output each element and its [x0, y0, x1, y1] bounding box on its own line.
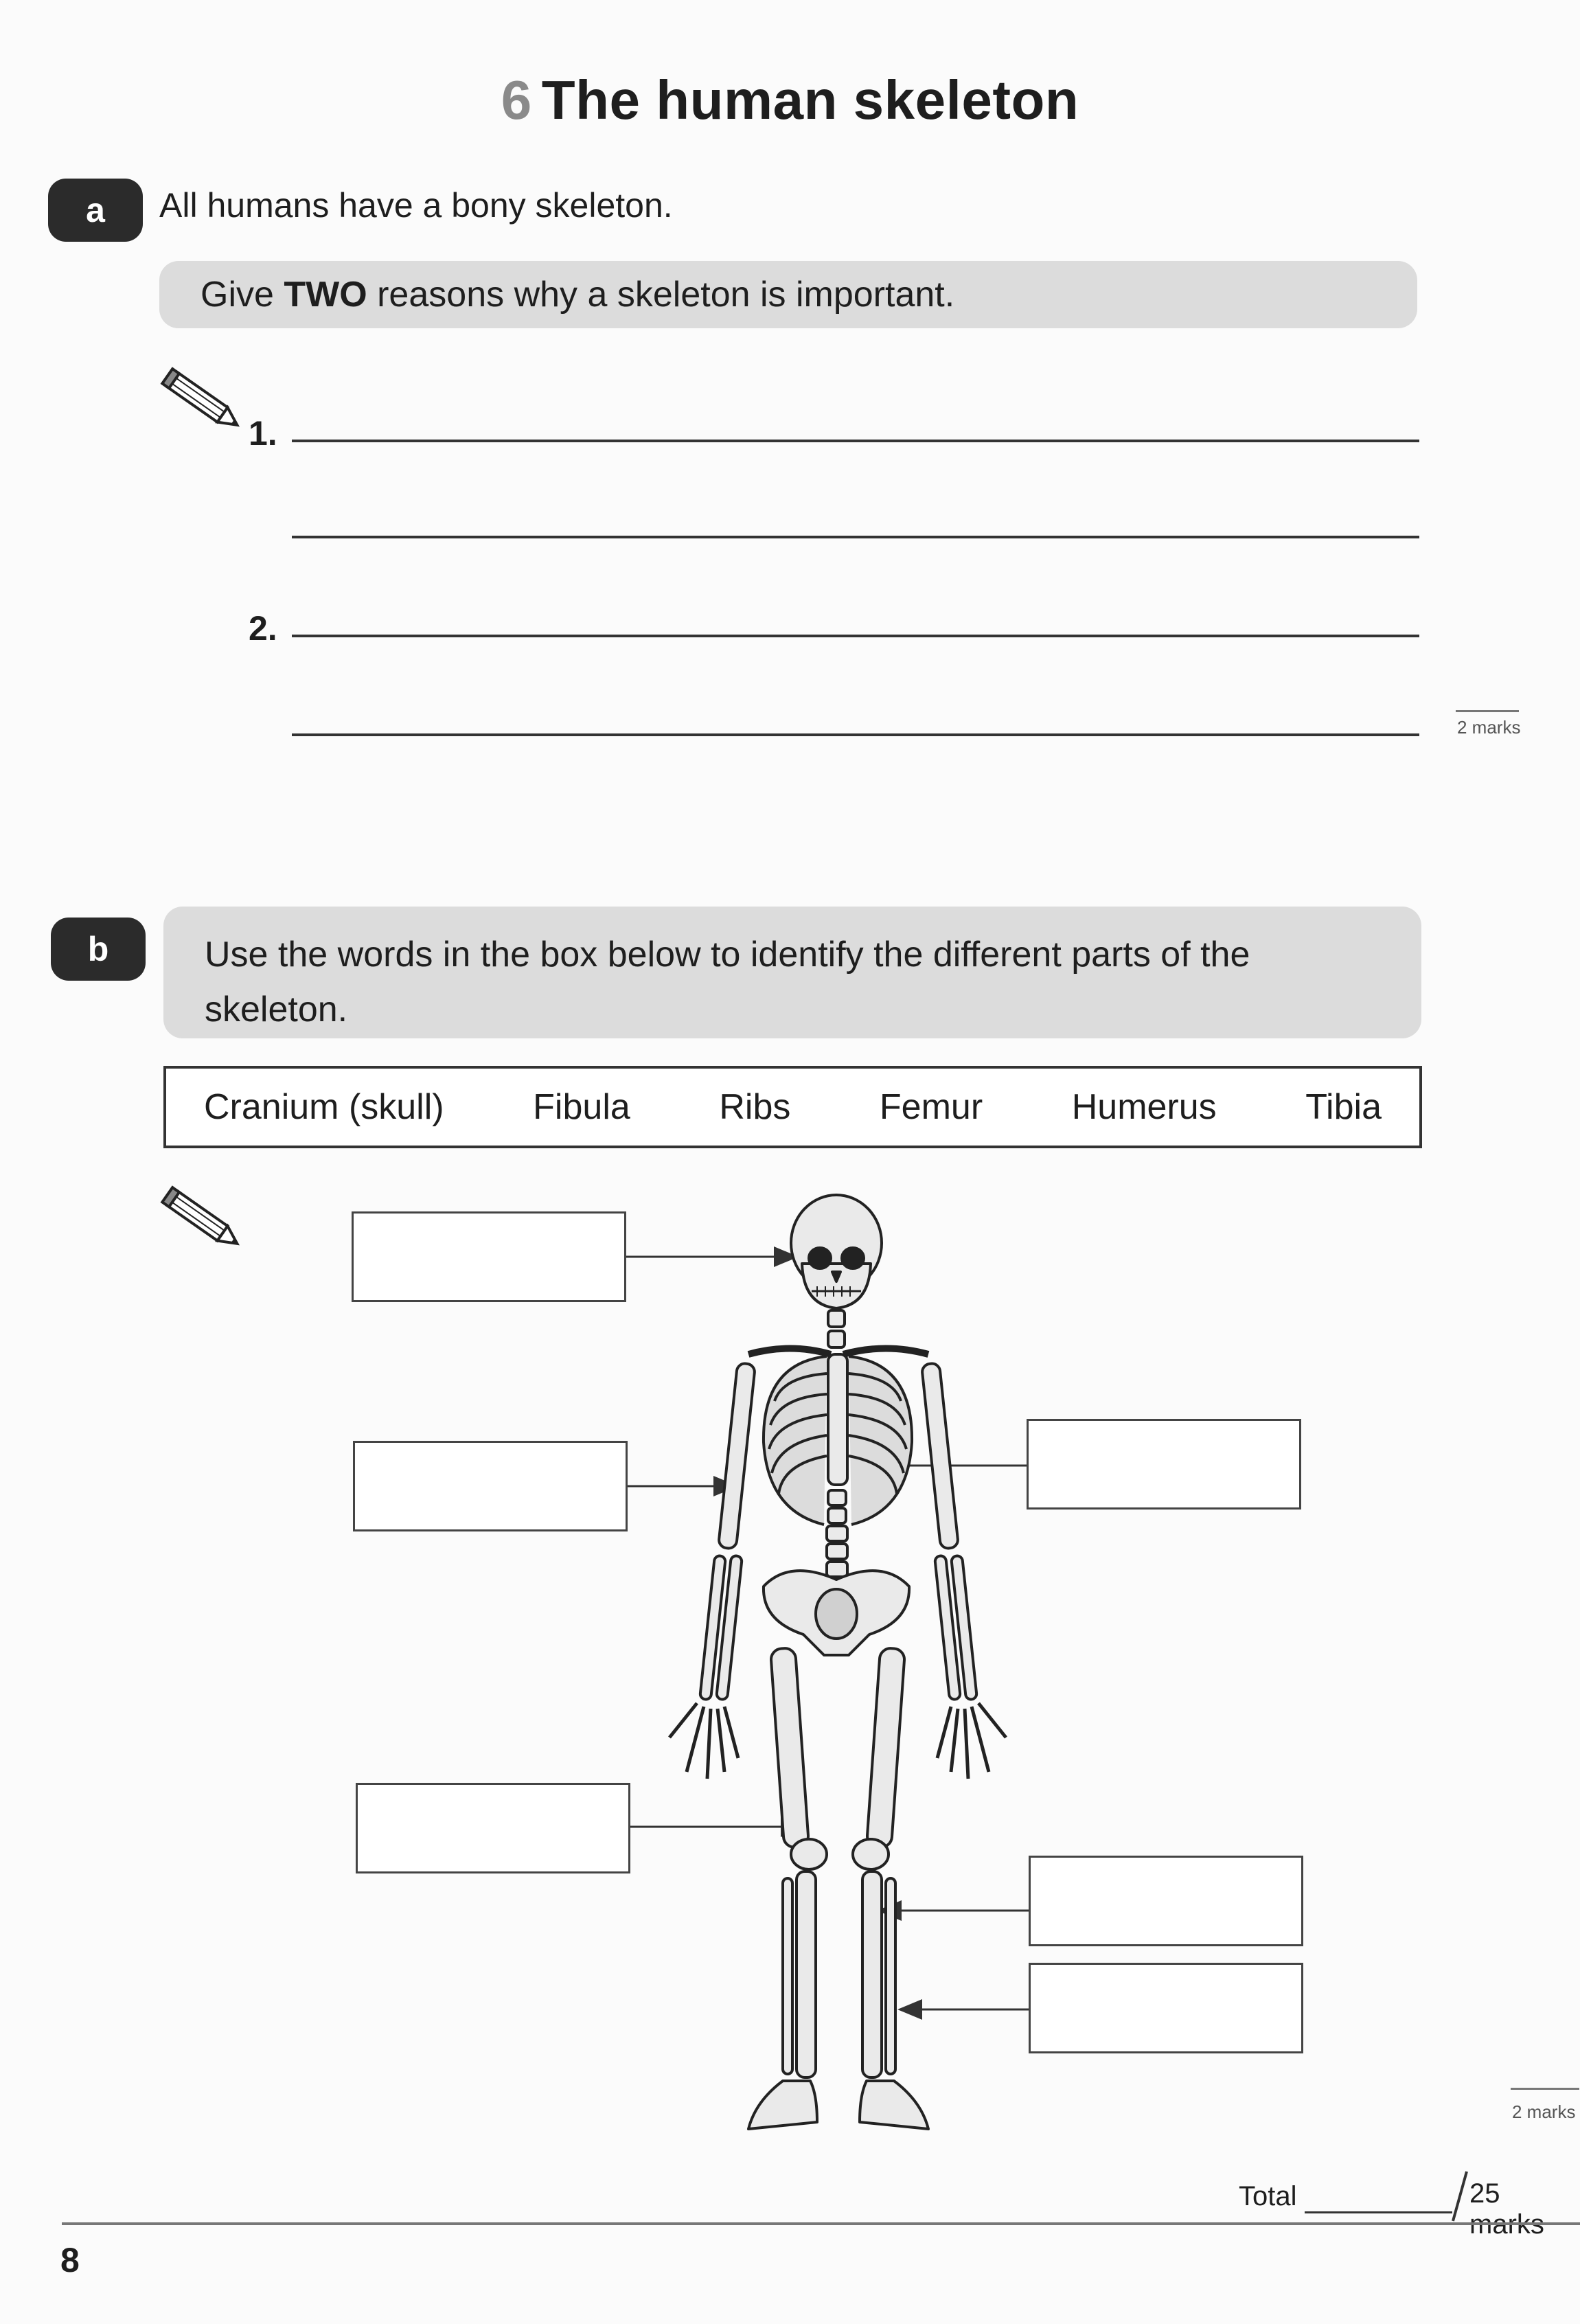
instruction-text-end: reasons why a skeleton is important. — [367, 275, 955, 315]
right-tibia — [862, 1871, 882, 2077]
word-cranium: Cranium (skull) — [204, 1087, 444, 1127]
word-humerus: Humerus — [1071, 1087, 1217, 1127]
total-marks: 25 marks — [1469, 2178, 1544, 2240]
left-clavicle — [748, 1349, 831, 1355]
chapter-number: 6 — [501, 69, 532, 130]
answer-line[interactable] — [292, 440, 1419, 442]
left-femur — [770, 1648, 809, 1848]
instruction-line: skeleton. — [205, 990, 348, 1029]
right-humerus — [921, 1363, 959, 1549]
page-title — [0, 69, 1580, 132]
instruction-text: Give — [201, 275, 284, 315]
chapter-title: The human skeleton — [541, 69, 1079, 130]
word-femur: Femur — [879, 1087, 983, 1127]
section-b-instruction — [163, 907, 1421, 1038]
section-a-instruction — [159, 261, 1417, 328]
section-b-marks: 2 marks — [1512, 2101, 1576, 2122]
skull — [791, 1195, 882, 1308]
instruction-line: Use the words in the box below to identify the different parts of the — [205, 935, 1250, 975]
word-fibula: Fibula — [533, 1087, 630, 1127]
left-foot — [748, 2081, 817, 2129]
section-a-statement: All humans have a bony skeleton. — [159, 186, 673, 225]
section-a-marks: 2 marks — [1457, 717, 1521, 738]
word-box — [163, 1066, 1422, 1148]
right-clavicle — [843, 1349, 928, 1355]
word-ribs: Ribs — [719, 1087, 791, 1127]
left-humerus — [718, 1363, 755, 1549]
footer-rule — [62, 2222, 1580, 2225]
word-tibia: Tibia — [1305, 1087, 1382, 1127]
instruction-emphasis: TWO — [284, 275, 367, 315]
page-number: 8 — [60, 2241, 80, 2279]
answer-1-label: 1. — [249, 414, 277, 453]
left-fibula — [783, 1878, 792, 2074]
right-fibula — [886, 1878, 895, 2074]
slash-divider — [1449, 2169, 1469, 2224]
total-label: Total — [1239, 2181, 1297, 2211]
total-answer-line[interactable] — [1305, 2211, 1452, 2213]
skeleton-diagram — [0, 1167, 1580, 2156]
left-hand — [669, 1703, 738, 1779]
marks-rule — [1456, 710, 1519, 712]
marks-rule — [1511, 2088, 1579, 2090]
right-foot — [860, 2081, 928, 2129]
right-femur — [867, 1648, 905, 1848]
section-a-tag: a — [48, 179, 143, 242]
answer-line[interactable] — [292, 536, 1419, 538]
left-tibia — [797, 1871, 816, 2077]
right-patella — [853, 1839, 889, 1869]
right-hand — [937, 1703, 1006, 1779]
left-patella — [791, 1839, 827, 1869]
section-b-tag: b — [51, 918, 146, 981]
pencil-icon — [159, 364, 249, 440]
answer-line[interactable] — [292, 635, 1419, 637]
answer-2-label: 2. — [249, 609, 277, 648]
answer-line[interactable] — [292, 733, 1419, 736]
